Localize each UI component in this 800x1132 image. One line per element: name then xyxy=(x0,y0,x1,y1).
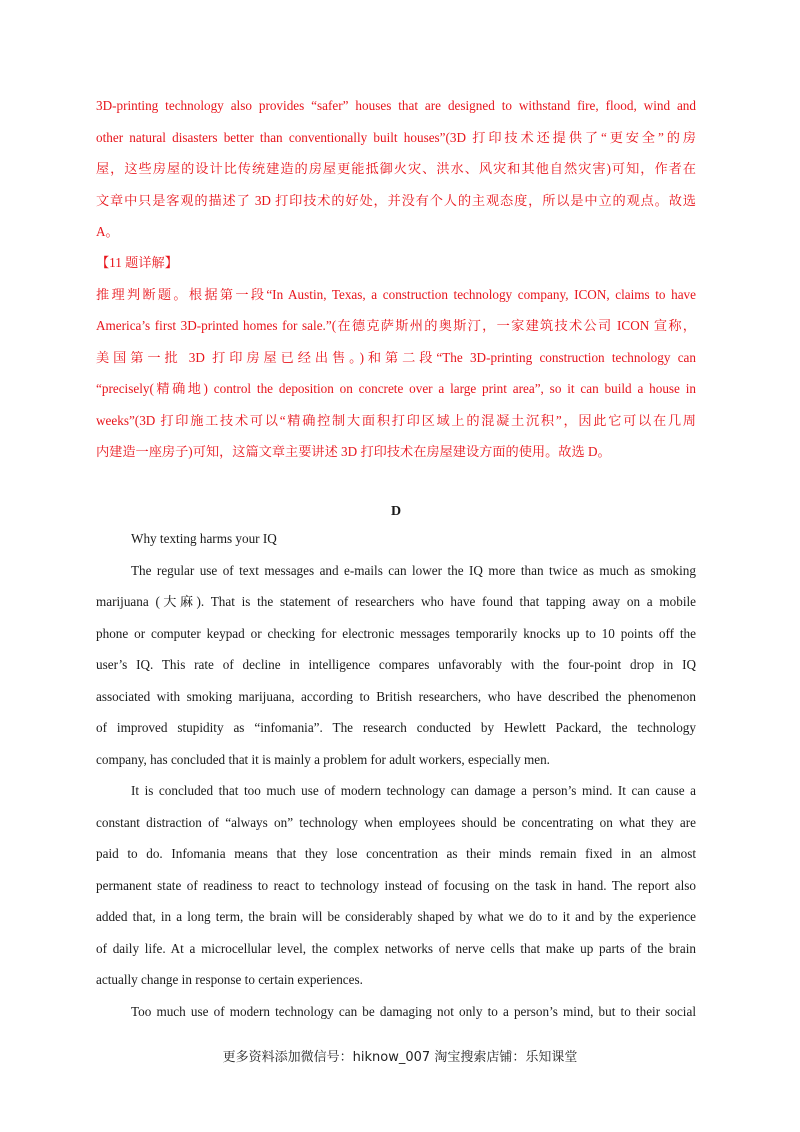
explanation-line: 文章中只是客观的描述了 3D 打印技术的好处，并没有个人的主观态度，所以是中立的观点。故选 xyxy=(96,192,696,208)
passage-paragraph-1 xyxy=(96,555,696,776)
paragraph-line: company, has concluded that it is mainly a problem for adult workers, especially men. xyxy=(96,751,550,767)
paragraph-line: phone or computer keypad or checking for electronic messages temporarily knocks up to 10 points off the xyxy=(96,625,696,641)
paragraph-line: paid to do. Infomania means that they lose concentration as their minds remain fixed in an almost xyxy=(96,846,696,861)
paragraph-line: constant distraction of “always on” technology when employees should be concentrating on what they are xyxy=(96,814,696,830)
passage-title: Why texting harms your IQ xyxy=(131,531,277,546)
explanation-line: 3D-printing technology also provides “safer” houses that are designed to withstand fire, flood, wind and xyxy=(96,98,696,113)
passage-paragraph-2 xyxy=(96,775,696,996)
paragraph-line: The regular use of text messages and e-mails can lower the IQ more than twice as much as smoking xyxy=(131,562,696,578)
answer-explanation-q10 xyxy=(96,90,696,248)
explanation-line: 推理判断题。根据第一段“In Austin, Texas, a construction technology company, ICON, claims to have xyxy=(96,286,696,302)
explanation-line: A。 xyxy=(96,224,119,239)
explanation-line: 内建造一座房子)可知，这篇文章主要讲述 3D 打印技术在房屋建设方面的使用。故选 D。 xyxy=(96,444,611,459)
paragraph-line: Too much use of modern technology can be damaging not only to a person’s mind, but to their social xyxy=(131,1003,696,1019)
explanation-line: 美国第一批 3D 打印房屋已经出售。)和第二段“The 3D-printing construction technology can xyxy=(96,349,696,365)
passage-paragraph-3 xyxy=(96,996,696,1028)
explanation-line: other natural disasters better than conventionally built houses”(3D 打印技术还提供了“更安全”的房 xyxy=(96,129,696,145)
paragraph-line: of improved stupidity as “infomania”. The research conducted by Hewlett Packard, the technology xyxy=(96,720,696,735)
question-detail-heading: 【11 题详解】 xyxy=(96,255,178,270)
paragraph-line: actually change in response to certain experiences. xyxy=(96,972,363,987)
page-footer: 更多资料添加微信号：hiknow_007 淘宝搜索店铺：乐知课堂 xyxy=(222,1050,578,1065)
explanation-line: “precisely(精确地) control the deposition on concrete over a large print area”, so it can build a house in xyxy=(96,381,696,396)
explanation-line: America’s first 3D-printed homes for sale.”(在德克萨斯州的奥斯汀，一家建筑技术公司 ICON 宣称， xyxy=(96,318,696,333)
paragraph-line: permanent state of readiness to react to technology instead of focusing on the task in hand. The report also xyxy=(96,877,696,893)
paragraph-line: of daily life. At a microcellular level, the complex networks of nerve cells that make up parts of the brain xyxy=(96,940,696,956)
paragraph-line: added that, in a long term, the brain will be considerably shaped by what we do to it and by the experience xyxy=(96,909,696,924)
answer-explanation-q11 xyxy=(96,247,696,468)
reading-passage xyxy=(96,523,696,1027)
explanation-line: weeks”(3D 打印施工技术可以“精确控制大面积打印区域上的混凝土沉积”，因此它可以在几周 xyxy=(96,412,696,428)
paragraph-line: user’s IQ. This rate of decline in intelligence compares unfavorably with the four-point drop in IQ xyxy=(96,657,696,672)
paragraph-line: associated with smoking marijuana, according to British researchers, who have described the phenomenon xyxy=(96,688,696,704)
paragraph-line: marijuana (大麻). That is the statement of researchers who have found that tapping away on a mobile xyxy=(96,594,696,609)
section-letter: D xyxy=(390,504,402,519)
paragraph-line: It is concluded that too much use of modern technology can damage a person’s mind. It can cause a xyxy=(131,783,696,798)
explanation-line: 屋，这些房屋的设计比传统建造的房屋更能抵御火灾、洪水、风灾和其他自然灾害)可知，作者在 xyxy=(96,161,696,176)
